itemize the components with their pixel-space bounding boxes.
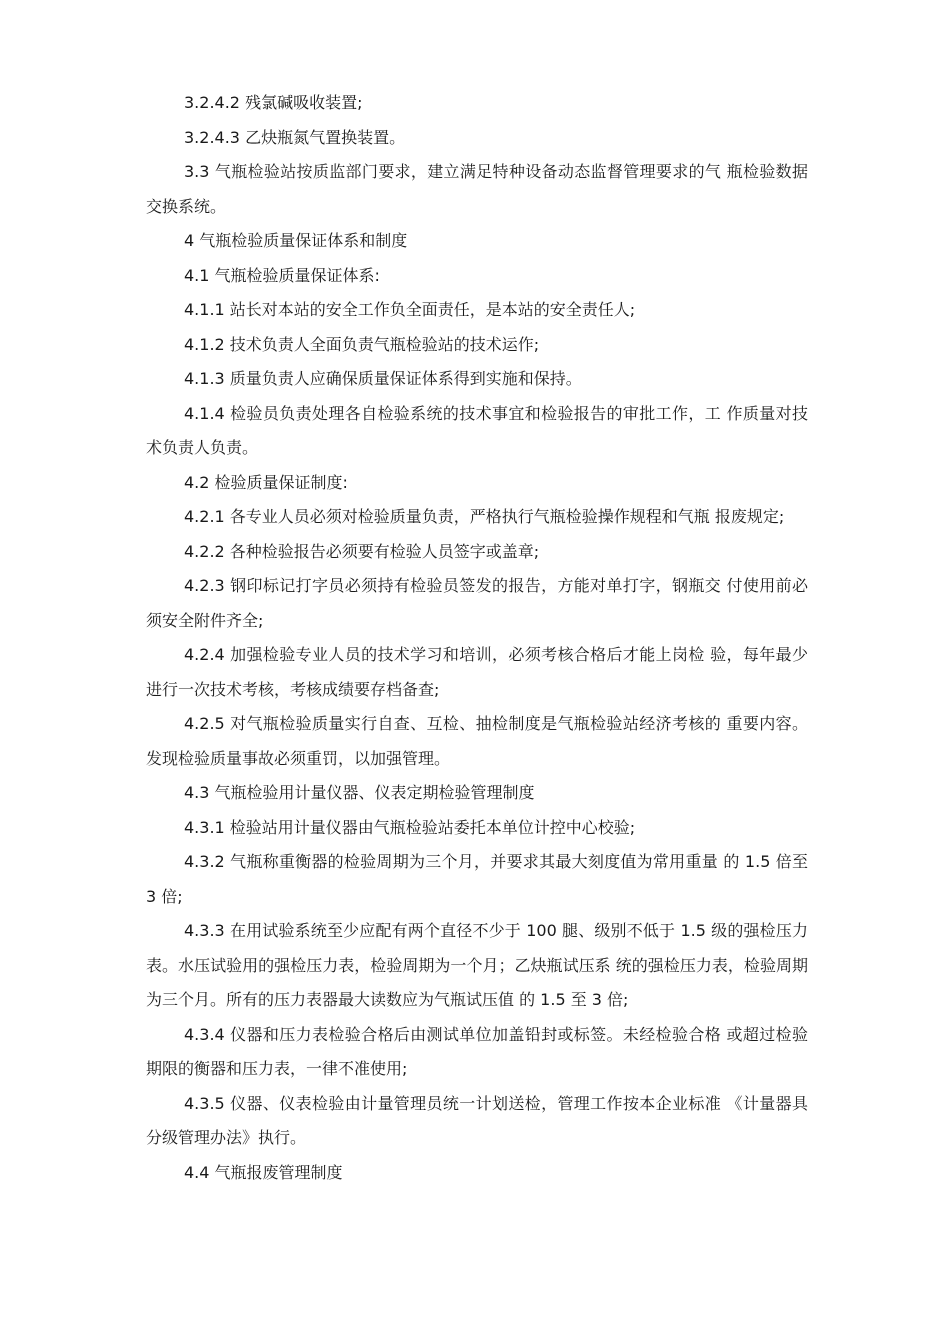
paragraph: 3.3 气瓶检验站按质监部门要求，建立满足特种设备动态监督管理要求的气 瓶检验数据交换系统。 (146, 162, 808, 216)
paragraph: 4.2.2 各种检验报告必须要有检验人员签字或盖章; (184, 541, 540, 561)
paragraph: 4.2.4 加强检验专业人员的技术学习和培训，必须考核合格后才能上岗检 验，每年最少进行一次技术考核，考核成绩要存档备查; (146, 645, 808, 699)
subsection-heading: 4.4 气瓶报废管理制度 (184, 1162, 343, 1182)
paragraph: 4.1.4 检验员负责处理各自检验系统的技术事宜和检验报告的审批工作，工 作质量对技术负责人负责。 (146, 403, 808, 457)
paragraph: 4.3.4 仪器和压力表检验合格后由测试单位加盖铅封或标签。未经检验合格 或超过检验期限的衡器和压力表，一律不准使用; (146, 1024, 808, 1078)
paragraph: 4.1.1 站长对本站的安全工作负全面责任，是本站的安全责任人; (184, 300, 636, 319)
paragraph: 4.2.5 对气瓶检验质量实行自查、互检、抽检制度是气瓶检验站经济考核的 重要内容。发现检验质量事故必须重罚，以加强管理。 (146, 714, 808, 768)
section-heading: 4 气瓶检验质量保证体系和制度 (184, 231, 408, 250)
paragraph: 3.2.4.2 残氯碱吸收装置; (184, 93, 363, 112)
paragraph: 4.1.3 质量负责人应确保质量保证体系得到实施和保持。 (184, 369, 582, 388)
paragraph: 4.2.1 各专业人员必须对检验质量负责，严格执行气瓶检验操作规程和气瓶 报废规定; (184, 507, 785, 526)
subsection-heading: 4.1 气瓶检验质量保证体系: (184, 265, 380, 285)
paragraph: 3.2.4.3 乙炔瓶氮气置换装置。 (184, 127, 406, 147)
paragraph: 4.3.3 在用试验系统至少应配有两个直径不少于 100 腿、级别不低于 1.5 级的强检压力表。水压试验用的强检压力表，检验周期为一个月；乙炔瓶试压系 统的强检压力表，检验周期为三个月。所有的压力表器最大读数应为气瓶试压值 的 1.5 至 3 倍; (146, 921, 808, 1009)
subsection-heading: 4.3 气瓶检验用计量仪器、仪表定期检验管理制度 (184, 783, 535, 802)
paragraph: 4.3.2 气瓶称重衡器的检验周期为三个月，并要求其最大刻度值为常用重量 的 1.5 倍至 3 倍; (146, 852, 808, 906)
document-body (146, 86, 808, 1190)
paragraph: 4.3.1 检验站用计量仪器由气瓶检验站委托本单位计控中心校验; (184, 817, 636, 837)
subsection-heading: 4.2 检验质量保证制度: (184, 472, 348, 492)
paragraph: 4.2.3 钢印标记打字员必须持有检验员签发的报告，方能对单打字，钢瓶交 付使用前必须安全附件齐全; (146, 576, 808, 630)
paragraph: 4.3.5 仪器、仪表检验由计量管理员统一计划送检，管理工作按本企业标准 《计量器具分级管理办法》执行。 (146, 1093, 808, 1147)
paragraph: 4.1.2 技术负责人全面负责气瓶检验站的技术运作; (184, 334, 540, 354)
